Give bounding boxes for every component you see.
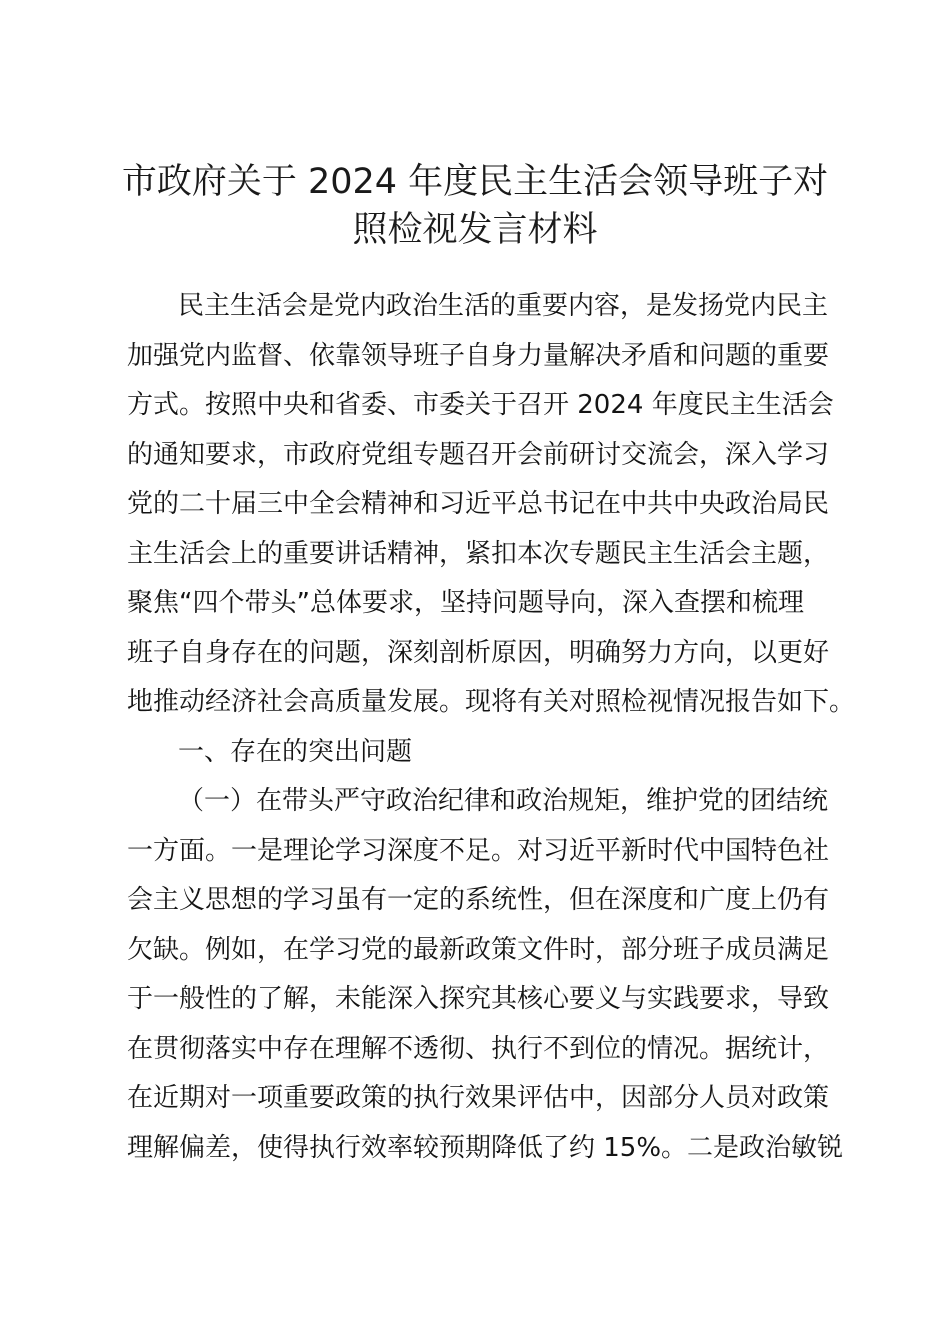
paragraph-line: 于一般性的了解，未能深入探究其核心要义与实践要求，导致: [127, 984, 830, 1014]
section-heading: 一、存在的突出问题: [178, 737, 413, 767]
paragraph-line: 理解偏差，使得执行效率较预期降低了约 15%。二是政治敏锐: [127, 1133, 844, 1163]
document-title-line-2: 照检视发言材料: [352, 210, 598, 250]
paragraph-line: 加强党内监督、依靠领导班子自身力量解决矛盾和问题的重要: [127, 341, 830, 371]
paragraph-line: 主生活会上的重要讲话精神，紧扣本次专题民主生活会主题，: [127, 539, 830, 569]
paragraph-line: 在贯彻落实中存在理解不透彻、执行不到位的情况。据统计，: [127, 1034, 830, 1064]
paragraph-line: 党的二十届三中全会精神和习近平总书记在中共中央政治局民: [127, 489, 830, 519]
paragraph-line: 的通知要求，市政府党组专题召开会前研讨交流会，深入学习: [127, 440, 830, 470]
paragraph-line: 方式。按照中央和省委、市委关于召开 2024 年度民主生活会: [127, 390, 834, 420]
paragraph-line: 一方面。一是理论学习深度不足。对习近平新时代中国特色社: [127, 836, 830, 866]
paragraph-line: 欠缺。例如，在学习党的最新政策文件时，部分班子成员满足: [127, 935, 830, 965]
paragraph-line: 地推动经济社会高质量发展。现将有关对照检视情况报告如下。: [127, 687, 856, 717]
paragraph-line: 班子自身存在的问题，深刻剖析原因，明确努力方向，以更好: [127, 638, 830, 668]
document-title-line-1: 市政府关于 2024 年度民主生活会领导班子对: [121, 162, 829, 202]
paragraph-line: 会主义思想的学习虽有一定的系统性，但在深度和广度上仍有: [127, 885, 830, 915]
paragraph-line: 民主生活会是党内政治生活的重要内容，是发扬党内民主: [178, 291, 829, 321]
paragraph-line: 聚焦“四个带头”总体要求，坚持问题导向，深入查摆和梳理: [127, 588, 804, 618]
paragraph-line: （一）在带头严守政治纪律和政治规矩，维护党的团结统: [178, 786, 829, 816]
paragraph-line: 在近期对一项重要政策的执行效果评估中，因部分人员对政策: [127, 1083, 830, 1113]
